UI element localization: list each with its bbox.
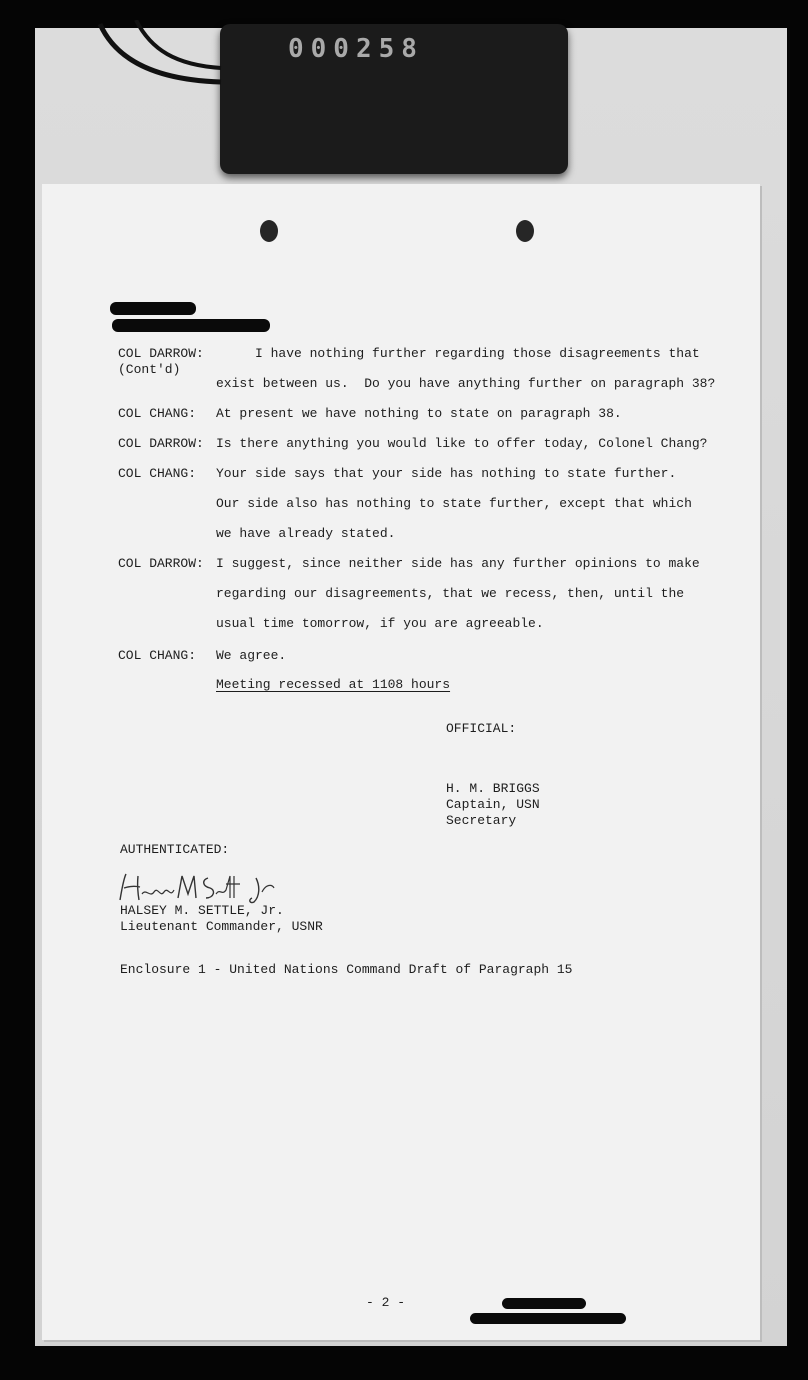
- dialogue-line: usual time tomorrow, if you are agreeable.: [216, 616, 544, 631]
- page-number: - 2 -: [366, 1295, 406, 1310]
- official-label: OFFICIAL:: [446, 721, 517, 736]
- redaction-bar: [502, 1298, 586, 1309]
- official-title: Secretary: [446, 813, 517, 828]
- dialogue-line: We agree.: [216, 648, 287, 663]
- stamp-number: 000258: [288, 34, 424, 64]
- redaction-bar: [110, 302, 196, 315]
- speaker-note: (Cont'd): [118, 362, 181, 377]
- speaker-label: COL CHANG:: [118, 466, 197, 481]
- dialogue-line: Your side says that your side has nothing to state further.: [216, 466, 677, 481]
- recess-note: Meeting recessed at 1108 hours: [216, 677, 451, 692]
- page-counter-clip: [220, 24, 568, 174]
- dialogue-line: I have nothing further regarding those disagreements that: [216, 346, 700, 361]
- authenticated-label: AUTHENTICATED:: [120, 842, 230, 857]
- speaker-label: COL DARROW:: [118, 556, 204, 571]
- document-page: [42, 184, 760, 1340]
- enclosure-note: Enclosure 1 - United Nations Command Draft of Paragraph 15: [120, 962, 573, 977]
- dialogue-line: we have already stated.: [216, 526, 396, 541]
- clip-cable: [96, 20, 226, 90]
- authenticator-name: HALSEY M. SETTLE, Jr.: [120, 903, 284, 918]
- dialogue-line: I suggest, since neither side has any further opinions to make: [216, 556, 700, 571]
- speaker-label: COL DARROW:: [118, 346, 204, 361]
- handwritten-signature: [116, 870, 286, 906]
- punch-hole-left: [260, 220, 278, 242]
- dialogue-line: Is there anything you would like to offer today, Colonel Chang?: [216, 436, 708, 451]
- official-rank: Captain, USN: [446, 797, 540, 812]
- speaker-label: COL CHANG:: [118, 648, 197, 663]
- dialogue-line: regarding our disagreements, that we recess, then, until the: [216, 586, 685, 601]
- dialogue-line: exist between us. Do you have anything further on paragraph 38?: [216, 376, 716, 391]
- redaction-bar: [470, 1313, 626, 1324]
- punch-hole-right: [516, 220, 534, 242]
- speaker-label: COL CHANG:: [118, 406, 197, 421]
- authenticator-rank: Lieutenant Commander, USNR: [120, 919, 323, 934]
- dialogue-line: At present we have nothing to state on paragraph 38.: [216, 406, 622, 421]
- official-name: H. M. BRIGGS: [446, 781, 540, 796]
- speaker-label: COL DARROW:: [118, 436, 204, 451]
- dialogue-line: Our side also has nothing to state further, except that which: [216, 496, 692, 511]
- redaction-bar: [112, 319, 270, 332]
